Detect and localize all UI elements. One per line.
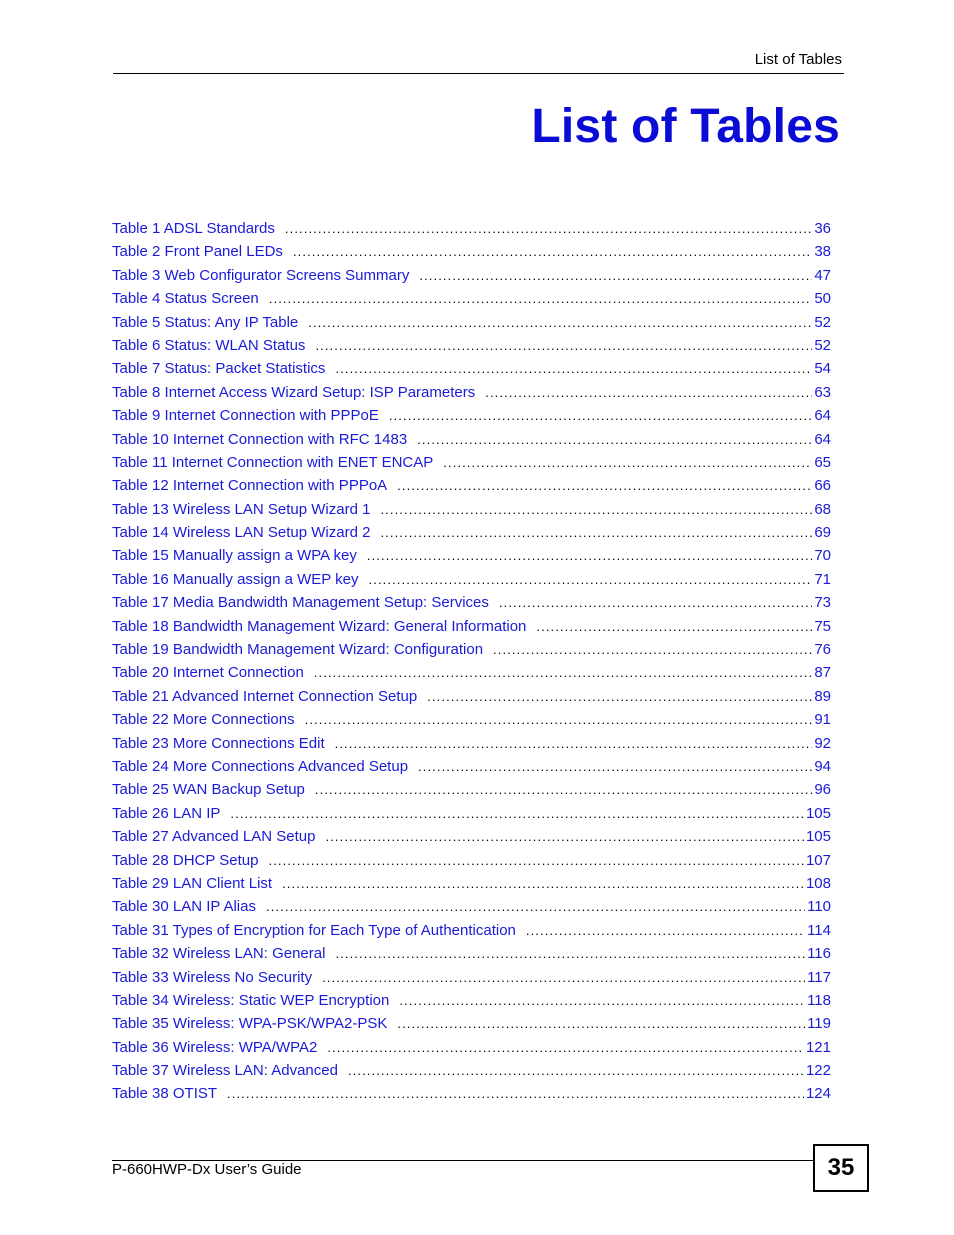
dot-leader bbox=[526, 919, 805, 942]
toc-entry[interactable] bbox=[112, 849, 831, 872]
dot-leader bbox=[335, 357, 812, 380]
toc-entry-page[interactable]: 50 bbox=[814, 290, 831, 308]
toc-entry-page[interactable]: 68 bbox=[814, 500, 831, 518]
toc-entry-label[interactable]: Table 38 OTIST bbox=[112, 1085, 218, 1103]
toc-entry-page[interactable]: 52 bbox=[814, 313, 831, 331]
toc-entry-label[interactable]: Table 24 More Connections Advanced Setup bbox=[112, 757, 409, 775]
toc-entry-page[interactable]: 69 bbox=[814, 524, 831, 542]
toc-entry-label[interactable]: Table 4 Status Screen bbox=[112, 290, 259, 308]
dot-leader bbox=[230, 802, 804, 825]
toc-entry-page[interactable]: 75 bbox=[814, 617, 831, 635]
toc-entry[interactable] bbox=[112, 591, 831, 614]
running-header: List of Tables bbox=[754, 51, 842, 68]
toc-entry[interactable] bbox=[112, 802, 831, 825]
toc-entry[interactable] bbox=[112, 895, 831, 918]
toc-entry[interactable] bbox=[112, 778, 831, 801]
toc-entry[interactable] bbox=[112, 942, 831, 965]
toc-entry[interactable] bbox=[112, 661, 831, 684]
dot-leader bbox=[327, 1036, 804, 1059]
toc-entry-page[interactable]: 47 bbox=[814, 266, 831, 284]
table-list bbox=[112, 217, 831, 1106]
toc-entry[interactable] bbox=[112, 240, 831, 263]
toc-entry-label[interactable]: Table 36 Wireless: WPA/WPA2 bbox=[112, 1038, 318, 1056]
dot-leader bbox=[315, 778, 812, 801]
toc-entry-page[interactable]: 54 bbox=[814, 360, 831, 378]
toc-entry-label[interactable]: Table 15 Manually assign a WPA key bbox=[112, 547, 357, 565]
toc-entry-page[interactable]: 73 bbox=[814, 594, 831, 612]
toc-entry-label[interactable]: Table 29 LAN Client List bbox=[112, 874, 273, 892]
toc-entry[interactable] bbox=[112, 732, 831, 755]
toc-entry-page[interactable]: 36 bbox=[814, 220, 831, 237]
page-number: 35 bbox=[813, 1144, 869, 1192]
toc-entry-page[interactable]: 71 bbox=[814, 570, 831, 588]
toc-entry[interactable] bbox=[112, 474, 831, 497]
toc-entry-label[interactable]: Table 27 Advanced LAN Setup bbox=[112, 828, 316, 846]
page-title: List of Tables bbox=[531, 100, 840, 153]
toc-entry-label[interactable]: Table 12 Internet Connection with PPPoA bbox=[112, 477, 388, 495]
toc-entry-page[interactable]: 105 bbox=[805, 828, 831, 846]
dot-leader bbox=[389, 404, 812, 427]
toc-entry-page[interactable]: 119 bbox=[807, 1015, 831, 1033]
toc-entry[interactable] bbox=[112, 381, 831, 404]
toc-entry-page[interactable]: 110 bbox=[807, 898, 831, 916]
toc-entry-label[interactable]: Table 26 LAN IP bbox=[112, 804, 221, 822]
toc-entry[interactable] bbox=[112, 357, 831, 380]
toc-entry-page[interactable]: 38 bbox=[814, 243, 831, 261]
dot-leader bbox=[397, 1012, 805, 1035]
dot-leader bbox=[266, 895, 805, 918]
toc-entry-label[interactable]: Table 2 Front Panel LEDs bbox=[112, 243, 283, 261]
dot-leader bbox=[536, 615, 812, 638]
dot-leader bbox=[335, 942, 805, 965]
dot-leader bbox=[380, 521, 812, 544]
toc-entry-label[interactable]: Table 7 Status: Packet Statistics bbox=[112, 360, 326, 378]
dot-leader bbox=[493, 638, 812, 661]
toc-entry-label[interactable]: Table 33 Wireless No Security bbox=[112, 968, 313, 986]
dot-leader bbox=[314, 661, 813, 684]
toc-entry-page[interactable]: 107 bbox=[805, 851, 831, 869]
toc-entry-label[interactable]: Table 21 Advanced Internet Connection Setup bbox=[112, 687, 418, 705]
toc-entry-label[interactable]: Table 5 Status: Any IP Table bbox=[112, 313, 299, 331]
toc-entry-page[interactable]: 116 bbox=[807, 945, 831, 963]
toc-entry-page[interactable]: 64 bbox=[814, 407, 831, 425]
dot-leader bbox=[397, 474, 812, 497]
toc-entry[interactable] bbox=[112, 334, 831, 357]
toc-entry[interactable] bbox=[112, 544, 831, 567]
dot-leader bbox=[293, 240, 812, 263]
dot-leader bbox=[322, 966, 805, 989]
toc-entry[interactable] bbox=[112, 521, 831, 544]
dot-leader bbox=[227, 1082, 804, 1105]
dot-leader bbox=[380, 498, 812, 521]
toc-entry-label[interactable]: Table 35 Wireless: WPA-PSK/WPA2-PSK bbox=[112, 1015, 388, 1033]
dot-leader bbox=[443, 451, 812, 474]
toc-entry-page[interactable]: 96 bbox=[814, 781, 831, 799]
dot-leader bbox=[325, 825, 803, 848]
dot-leader bbox=[308, 311, 812, 334]
toc-entry-label[interactable]: Table 28 DHCP Setup bbox=[112, 851, 259, 869]
toc-entry-page[interactable]: 94 bbox=[814, 757, 831, 775]
toc-entry-label[interactable]: Table 22 More Connections bbox=[112, 711, 295, 729]
toc-entry-label[interactable]: Table 14 Wireless LAN Setup Wizard 2 bbox=[112, 524, 371, 542]
dot-leader bbox=[367, 544, 812, 567]
toc-entry-label[interactable]: Table 30 LAN IP Alias bbox=[112, 898, 256, 916]
toc-entry-label[interactable]: Table 6 Status: WLAN Status bbox=[112, 336, 306, 354]
toc-entry[interactable] bbox=[112, 989, 831, 1012]
toc-entry[interactable] bbox=[112, 708, 831, 731]
toc-entry-label[interactable]: Table 3 Web Configurator Screens Summary bbox=[112, 266, 410, 284]
toc-entry-label[interactable]: Table 1 ADSL Standards bbox=[112, 220, 275, 237]
dot-leader bbox=[285, 217, 812, 240]
toc-entry[interactable] bbox=[112, 311, 831, 334]
footer-guide-name: P-660HWP-Dx User’s Guide bbox=[112, 1161, 302, 1178]
toc-entry-page[interactable]: 108 bbox=[805, 874, 831, 892]
toc-entry-page[interactable]: 122 bbox=[805, 1062, 831, 1080]
dot-leader bbox=[282, 872, 804, 895]
toc-entry-page[interactable]: 105 bbox=[805, 804, 831, 822]
toc-entry-page[interactable]: 118 bbox=[807, 991, 831, 1009]
toc-entry-page[interactable]: 63 bbox=[814, 383, 831, 401]
dot-leader bbox=[399, 989, 805, 1012]
toc-entry-page[interactable]: 89 bbox=[814, 687, 831, 705]
toc-entry[interactable] bbox=[112, 966, 831, 989]
toc-entry[interactable] bbox=[112, 287, 831, 310]
toc-entry-label[interactable]: Table 11 Internet Connection with ENET ENCAP bbox=[112, 453, 434, 471]
toc-entry-page[interactable]: 92 bbox=[814, 734, 831, 752]
toc-entry[interactable] bbox=[112, 498, 831, 521]
toc-entry[interactable] bbox=[112, 1059, 831, 1082]
dot-leader bbox=[418, 755, 812, 778]
toc-entry[interactable] bbox=[112, 755, 831, 778]
toc-entry-label[interactable]: Table 17 Media Bandwidth Management Setup: Services bbox=[112, 594, 489, 612]
toc-entry-page[interactable]: 87 bbox=[814, 664, 831, 682]
toc-entry[interactable] bbox=[112, 615, 831, 638]
toc-entry-label[interactable]: Table 13 Wireless LAN Setup Wizard 1 bbox=[112, 500, 371, 518]
toc-entry-label[interactable]: Table 31 Types of Encryption for Each Type of Authentication bbox=[112, 921, 516, 939]
toc-entry-page[interactable]: 70 bbox=[814, 547, 831, 565]
toc-entry-page[interactable]: 65 bbox=[814, 453, 831, 471]
toc-entry[interactable] bbox=[112, 404, 831, 427]
toc-entry-label[interactable]: Table 18 Bandwidth Management Wizard: General Information bbox=[112, 617, 527, 635]
toc-entry[interactable] bbox=[112, 451, 831, 474]
toc-entry[interactable] bbox=[112, 568, 831, 591]
toc-entry-label[interactable]: Table 34 Wireless: Static WEP Encryption bbox=[112, 991, 390, 1009]
toc-entry-page[interactable]: 64 bbox=[814, 430, 831, 448]
toc-entry-label[interactable]: Table 23 More Connections Edit bbox=[112, 734, 325, 752]
toc-entry-label[interactable]: Table 10 Internet Connection with RFC 1483 bbox=[112, 430, 408, 448]
dot-leader bbox=[485, 381, 812, 404]
toc-entry-label[interactable]: Table 16 Manually assign a WEP key bbox=[112, 570, 359, 588]
toc-entry-label[interactable]: Table 32 Wireless LAN: General bbox=[112, 945, 326, 963]
dot-leader bbox=[269, 287, 813, 310]
toc-entry-page[interactable]: 121 bbox=[805, 1038, 831, 1056]
header-rule bbox=[113, 73, 844, 74]
toc-entry-label[interactable]: Table 25 WAN Backup Setup bbox=[112, 781, 305, 799]
toc-entry[interactable] bbox=[112, 638, 831, 661]
toc-entry-page[interactable]: 52 bbox=[814, 336, 831, 354]
dot-leader bbox=[419, 264, 812, 287]
toc-entry[interactable] bbox=[112, 919, 831, 942]
dot-leader bbox=[305, 708, 813, 731]
toc-entry-page[interactable]: 66 bbox=[814, 477, 831, 495]
toc-entry-label[interactable]: Table 9 Internet Connection with PPPoE bbox=[112, 407, 379, 425]
toc-entry[interactable] bbox=[112, 217, 831, 240]
dot-leader bbox=[315, 334, 812, 357]
toc-entry[interactable] bbox=[112, 685, 831, 708]
toc-entry[interactable] bbox=[112, 428, 831, 451]
toc-entry-page[interactable]: 91 bbox=[814, 711, 831, 729]
dot-leader bbox=[417, 428, 812, 451]
dot-leader bbox=[335, 732, 813, 755]
toc-entry-page[interactable]: 117 bbox=[807, 968, 831, 986]
dot-leader bbox=[348, 1059, 804, 1082]
toc-entry-label[interactable]: Table 8 Internet Access Wizard Setup: ISP Parameters bbox=[112, 383, 476, 401]
dot-leader bbox=[427, 685, 812, 708]
toc-entry[interactable] bbox=[112, 1082, 831, 1105]
toc-entry[interactable] bbox=[112, 1036, 831, 1059]
toc-entry[interactable] bbox=[112, 1012, 831, 1035]
toc-entry-page[interactable]: 114 bbox=[807, 921, 831, 939]
toc-entry-label[interactable]: Table 19 Bandwidth Management Wizard: Configuration bbox=[112, 641, 484, 659]
toc-entry[interactable] bbox=[112, 825, 831, 848]
toc-entry-page[interactable]: 76 bbox=[814, 641, 831, 659]
toc-entry-page[interactable]: 124 bbox=[805, 1085, 831, 1103]
toc-entry-label[interactable]: Table 37 Wireless LAN: Advanced bbox=[112, 1062, 338, 1080]
toc-entry-label[interactable]: Table 20 Internet Connection bbox=[112, 664, 304, 682]
toc-entry[interactable] bbox=[112, 872, 831, 895]
dot-leader bbox=[499, 591, 812, 614]
toc-entry[interactable] bbox=[112, 264, 831, 287]
dot-leader bbox=[268, 849, 803, 872]
dot-leader bbox=[369, 568, 813, 591]
